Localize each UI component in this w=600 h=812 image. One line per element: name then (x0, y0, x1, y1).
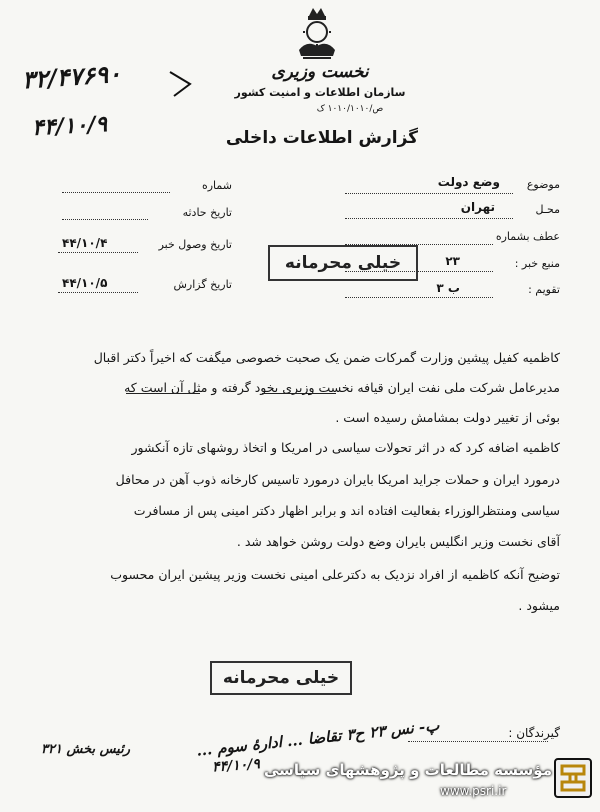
classification-stamp: خیلی محرمانه (268, 245, 418, 281)
body-line: بوئی از تغییر دولت بمشامش رسیده است . (335, 410, 560, 425)
classification-stamp-bottom: خیلی محرمانه (210, 661, 352, 695)
handwritten-date: ۴۴/۱۰/۹ (31, 111, 108, 141)
org-subtitle: سازمان اطلاعات و امنیت کشور (234, 86, 406, 99)
lion-and-sun-emblem-icon (293, 6, 341, 66)
field-label-receipt-date: تاریخ وصول خبر (158, 238, 232, 251)
field-value-receipt-date: ۴۴/۱۰/۴ (62, 236, 108, 250)
field-label-report-date: تاریخ گزارش (173, 278, 232, 291)
reference-code: ص/۱۰۱۰/۱۰۱۰ ک (316, 104, 384, 114)
handwritten-note: پ- نس ۲۳ ح۳ تقاضا ... ادارهٔ سوم ... (195, 716, 441, 760)
field-label-location: محـل (535, 203, 560, 216)
handwritten-signature: رئیس بخش ۳۲۱ (41, 742, 130, 757)
body-line: سیاسی ومنتظرالوزراء بفعالیت افتاده اند و برابر اظهار دکتر امینی پس از مسافرت (133, 503, 560, 518)
field-value-report-date: ۴۴/۱۰/۵ (62, 276, 108, 290)
body-line: مدیرعامل شرکت ملی نفت ایران قیافه نخست وزیری بخود گرفته و مثل آن است که (124, 380, 560, 395)
org-name: نخست وزیری (271, 62, 369, 82)
watermark-url: www.psri.ir (440, 784, 507, 798)
field-label-subject: موضوع (526, 178, 560, 191)
field-value-subject: وضع دولت (437, 175, 500, 189)
report-title: گزارش اطلاعات داخلی (225, 128, 419, 148)
body-line: میشود . (518, 598, 560, 613)
field-label-reference: عطف بشماره (495, 230, 560, 243)
body-line: آقای نخست وزیر انگلیس بایران وضع دولت روشن خواهد شد . (236, 534, 560, 549)
watermark-text: مؤسسه مطالعات و پژوهشهای سیاسی (263, 761, 552, 779)
body-line: کاظمیه اضافه کرد که در اثر تحولات سیاسی در امریکا و اتخاذ روشهای تازه آنکشور (131, 440, 560, 455)
handwritten-file-number: ۳۲/۴۷۶۹۰ (21, 58, 122, 95)
body-line: کاظمیه کفیل پیشین وزارت گمرکات ضمن یک صحبت خصوصی میگفت که اخیراً دکتر اقبال (93, 350, 560, 365)
field-label-incident-date: تاریخ حادثه (182, 206, 232, 219)
field-label-number: شماره (201, 179, 232, 192)
recipients-label: گیرندگان : (508, 726, 560, 740)
handwritten-arrow (168, 70, 194, 104)
body-line: درمورد ایران و حملات جراید امریکا بایران درمورد تاسیس کارخانه ذوب آهن در محافل (115, 472, 560, 487)
field-value-grade: ب ۳ (436, 281, 460, 295)
field-label-grade: تقویم : (528, 283, 560, 296)
field-value-source: ۲۳ (445, 254, 460, 268)
field-value-location: تهران (460, 200, 495, 214)
psri-logo-icon (554, 758, 592, 802)
field-label-source: منبع خبر : (514, 257, 560, 270)
body-line: توضیح آنکه کاظمیه از افراد نزدیک به دکترعلی امینی نخست وزیر پیشین ایران محسوب (110, 567, 560, 582)
handwritten-note-date: ۴۴/۱۰/۹ (211, 756, 261, 776)
